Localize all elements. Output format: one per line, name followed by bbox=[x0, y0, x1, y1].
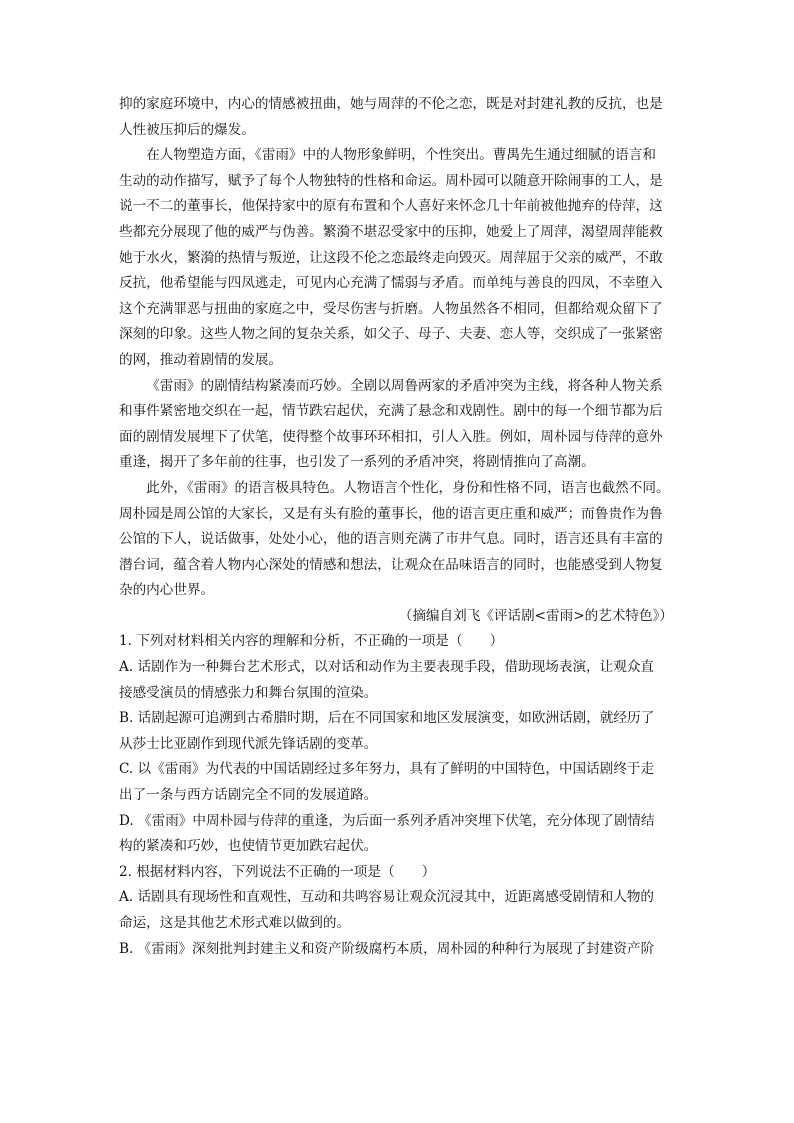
text-line: D. 《雷雨》中周朴园与侍萍的重逢，为后面一系列矛盾冲突埋下伏笔，充分体现了剧情结 bbox=[119, 812, 655, 829]
text-line: 抑的家庭环境中，内心的情感被扭曲，她与周萍的不伦之恋，既是对封建礼教的反抗，也是 bbox=[119, 96, 663, 112]
text-line: 些都充分展现了他的威严与伪善。繁漪不堪忍受家中的压抑，她爱上了周萍，渴望周萍能救 bbox=[119, 223, 663, 240]
option-a bbox=[119, 885, 679, 936]
source-citation: （摘编自刘飞《评话剧<雷雨>的艺术特色》） bbox=[398, 607, 673, 624]
text-line: 面的剧情发展埋下了伏笔，使得整个故事环环相扣，引人入胜。例如，周朴园与侍萍的意外 bbox=[119, 428, 663, 445]
text-line: B. 《雷雨》深刻批判封建主义和资产阶级腐朽本质，周朴园的种种行为展现了封建资产阶 bbox=[119, 940, 655, 957]
text-line: 她于水火，繁漪的热情与叛逆，让这段不伦之恋最终走向毁灭。周萍屈于父亲的威严，不敢 bbox=[119, 249, 663, 266]
question-stem: 1. 下列对材料相关内容的理解和分析，不正确的一项是（ ） bbox=[119, 633, 504, 650]
option-d bbox=[119, 809, 679, 860]
text-line: 杂的内心世界。 bbox=[119, 582, 215, 599]
text-line: 《雷雨》的剧情结构紧凑而巧妙。全剧以周鲁两家的矛盾冲突为主线，将各种人物关系 bbox=[146, 377, 663, 394]
option-a bbox=[119, 655, 679, 706]
text-line: 出了一条与西方话剧完全不同的发展道路。 bbox=[119, 787, 378, 804]
text-line: 公馆的下人，说话做事，处处小心，他的语言则充满了市井气息。同时，语言还具有丰富的 bbox=[119, 531, 663, 548]
question-stem: 2. 根据材料内容，下列说法不正确的一项是（ ） bbox=[119, 863, 436, 880]
text-line: B. 话剧起源可追溯到古希腊时期，后在不同国家和地区发展演变，如欧洲话剧，就经历了 bbox=[119, 710, 655, 727]
text-line: C. 以《雷雨》为代表的中国话剧经过多年努力，具有了鲜明的中国特色，中国话剧终于走 bbox=[119, 761, 655, 778]
text-line: 说一不二的董事长，他保持家中的原有布置和个人喜好来怀念几十年前被他抛弃的侍萍，这 bbox=[119, 198, 663, 215]
text-line: 在人物塑造方面，《雷雨》中的人物形象鲜明，个性突出。曹禺先生通过细腻的语言和 bbox=[146, 147, 656, 164]
paragraph-plot bbox=[119, 374, 679, 476]
text-line: 命运，这是其他艺术形式难以做到的。 bbox=[119, 915, 351, 931]
paragraph-language bbox=[119, 476, 679, 604]
question-1 bbox=[119, 629, 679, 859]
option-b bbox=[119, 937, 679, 963]
text-line: 的网，推动着剧情的发展。 bbox=[119, 351, 283, 368]
text-line: 接感受演员的情感张力和舞台氛围的渲染。 bbox=[119, 684, 378, 701]
text-line: 反抗，他希望能与四凤逃走，可见内心充满了懦弱与矛盾。而单纯与善良的四凤，不幸堕入 bbox=[119, 275, 663, 292]
text-line: 生动的动作描写，赋予了每个人物独特的性格和命运。周朴园可以随意开除闹事的工人，是 bbox=[119, 172, 663, 189]
option-b bbox=[119, 706, 679, 757]
document-body bbox=[119, 92, 679, 962]
paragraph-continued bbox=[119, 92, 679, 143]
text-line: 从莎士比亚剧作到现代派先锋话剧的变革。 bbox=[119, 735, 378, 752]
text-line: 此外，《雷雨》的语言极具特色。人物语言个性化，身份和性格不同，语言也截然不同。 bbox=[146, 479, 670, 496]
text-line: 潜台词，蕴含着人物内心深处的情感和想法，让观众在品味语言的同时，也能感受到人物复 bbox=[119, 556, 663, 573]
text-line: 和事件紧密地交织在一起，情节跌宕起伏，充满了悬念和戏剧性。剧中的每一个细节都为后 bbox=[119, 403, 663, 420]
text-line: A. 话剧作为一种舞台艺术形式，以对话和动作为主要表现手段，借助现场表演，让观众直 bbox=[119, 659, 655, 676]
option-c bbox=[119, 757, 679, 808]
paragraph-character bbox=[119, 143, 679, 373]
text-line: 构的紧凑和巧妙，也使情节更加跌宕起伏。 bbox=[119, 838, 378, 855]
text-line: 周朴园是周公馆的大家长，又是有头有脸的董事长，他的语言更庄重和威严；而鲁贵作为鲁 bbox=[119, 505, 663, 522]
text-line: 深刻的印象。这些人物之间的复杂关系，如父子、母子、夫妻、恋人等，交织成了一张紧密 bbox=[119, 326, 663, 343]
text-line: 这个充满罪恶与扭曲的家庭之中，受尽伤害与折磨。人物虽然各不相同，但都给观众留下了 bbox=[119, 300, 663, 317]
text-line: 人性被压抑后的爆发。 bbox=[119, 121, 255, 138]
text-line: 重逢，揭开了多年前的往事，也引发了一系列的矛盾冲突，将剧情推向了高潮。 bbox=[119, 454, 595, 471]
text-line: A. 话剧具有现场性和直观性，互动和共鸣容易让观众沉浸其中，近距离感受剧情和人物的 bbox=[119, 889, 655, 906]
question-2 bbox=[119, 860, 679, 962]
